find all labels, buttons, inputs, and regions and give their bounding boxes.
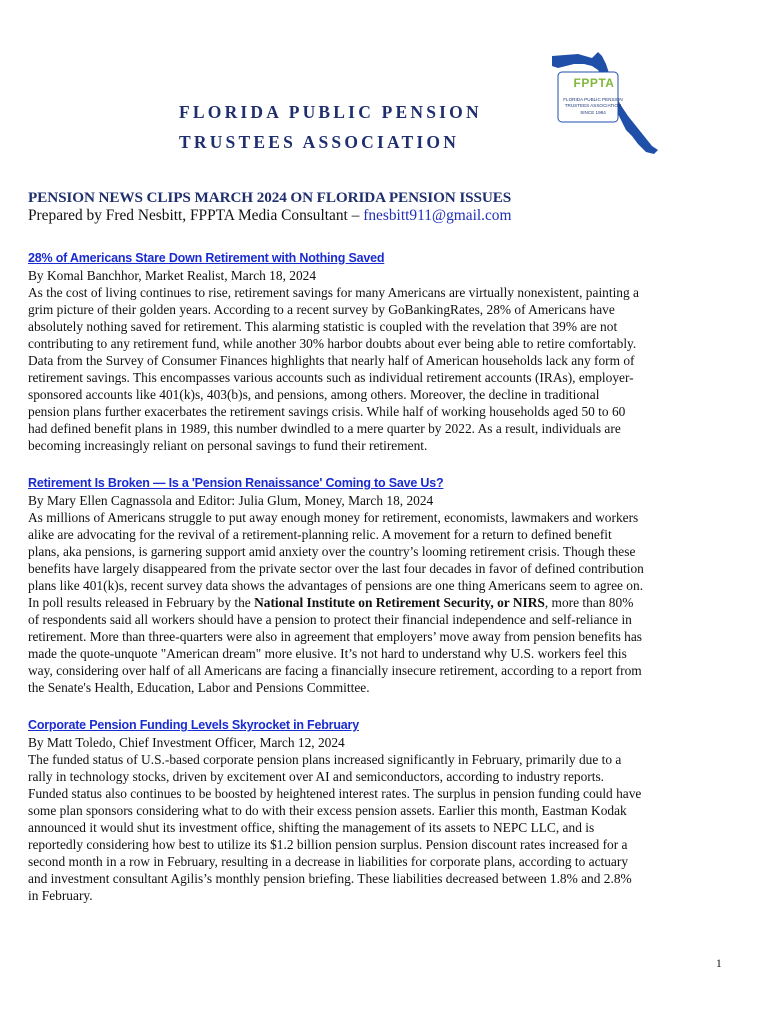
body-line: alike are advocating for the revival of a retirement-planning relic. A movement for a return to defined benefit xyxy=(28,527,612,542)
article-title-link[interactable]: Retirement Is Broken — Is a 'Pension Renaissance' Coming to Save Us? xyxy=(28,476,444,490)
email-link[interactable]: fnesbitt911@gmail.com xyxy=(363,207,512,224)
body-line: absolutely nothing saved for retirement. This alarming statistic is coupled with the revelation that 39% are not xyxy=(28,319,618,334)
prepared-by xyxy=(28,207,511,225)
logo-caption-line3: SINCE 1984 xyxy=(580,109,606,115)
article-byline: By Komal Banchhor, Market Realist, March 18, 2024 xyxy=(28,268,317,283)
body-line: becoming increasingly reliant on personal savings to fund their retirement. xyxy=(28,438,428,453)
article-title-link[interactable]: 28% of Americans Stare Down Retirement with Nothing Saved xyxy=(28,251,385,265)
article-3 xyxy=(28,716,728,904)
body-line: and investment consultant Agilis’s monthly pension briefing. These liabilities decreased between 1.8% and 2.8% xyxy=(28,871,632,886)
org-name-line2: TRUSTEES ASSOCIATION xyxy=(179,132,460,152)
body-line: rally in technology stocks, driven by excitement over AI and semiconductors, according to industry reports. xyxy=(28,769,605,784)
body-line: retirement. More than three-quarters were also in agreement that employers’ move away from pension benefits has xyxy=(28,629,643,644)
logo-caption xyxy=(560,97,626,116)
body-line: plans, aka pensions, is garnering support amid anxiety over the country’s looming retirement crisis. Though these xyxy=(28,544,636,559)
body-line: benefits have largely disappeared from the private sector over the last four decades in favor of defined contribution xyxy=(28,561,644,576)
document-heading: PENSION NEWS CLIPS MARCH 2024 ON FLORIDA PENSION ISSUES xyxy=(28,189,512,206)
body-line: As the cost of living continues to rise, retirement savings for many Americans are virtually nonexistent, painting a xyxy=(28,285,639,300)
org-name-line1: FLORIDA PUBLIC PENSION xyxy=(179,102,482,122)
page-number: 1 xyxy=(716,958,722,970)
body-line: pension plans further exacerbates the retirement savings crisis. While half of working households aged 50 to 60 xyxy=(28,404,626,419)
prepared-by-text: Prepared by Fred Nesbitt, FPPTA Media Consultant – xyxy=(28,207,364,224)
org-name xyxy=(179,97,482,157)
body-line: grim picture of their golden years. According to a recent survey by GoBankingRates, 28% of Americans have xyxy=(28,302,615,317)
logo-caption-line2: TRUSTEES ASSOCIATION xyxy=(564,103,622,109)
article-body xyxy=(28,751,728,904)
body-line: in February. xyxy=(28,888,93,903)
body-line: had defined benefit plans in 1989, this number dwindled to a mere quarter by 2022. As a result, individuals are xyxy=(28,421,621,436)
body-line: retirement savings. This encompasses various accounts such as individual retirement accounts (IRAs), employer- xyxy=(28,370,634,385)
article-1 xyxy=(28,249,728,454)
body-line: of respondents said all workers should have a pension to protect their financial independence and self-reliance in xyxy=(28,612,632,627)
body-line: second month in a row in February, resulting in a decrease in liabilities for corporate plans, according to actuary xyxy=(28,854,629,869)
body-line: Data from the Survey of Consumer Finances highlights that nearly half of American households lack any form of xyxy=(28,353,635,368)
body-line: Funded status also continues to be boosted by heightened interest rates. The surplus in pension funding could have xyxy=(28,786,642,801)
logo-caption-line1: FLORIDA PUBLIC PENSION xyxy=(563,97,623,102)
body-line: some plan sponsors considering what to do with their excess pension assets. Earlier this month, Eastman Kodak xyxy=(28,803,627,818)
article-title-link[interactable]: Corporate Pension Funding Levels Skyrocket in February xyxy=(28,718,359,732)
body-line: reportedly considering how best to utilize its $1.2 billion pension surplus. Pension discount rates increased for a xyxy=(28,837,628,852)
body-line: As millions of Americans struggle to put away enough money for retirement, economists, lawmakers and workers xyxy=(28,510,639,525)
article-body xyxy=(28,509,728,696)
body-line: way, considering over half of all Americans are facing a financially insecure retirement, according to a report from xyxy=(28,663,642,678)
body-line-start: In poll results released in February by the xyxy=(28,595,255,610)
nirs-bold-phrase: National Institute on Retirement Security, or NIRS xyxy=(254,595,545,610)
body-line xyxy=(28,594,728,611)
body-line: contributing to any retirement fund, while another 30% harbor doubts about ever being able to retire comfortably. xyxy=(28,336,637,351)
body-line-end: , more than 80% xyxy=(544,595,634,610)
article-byline: By Mary Ellen Cagnassola and Editor: Julia Glum, Money, March 18, 2024 xyxy=(28,493,434,508)
body-line: sponsored accounts like 401(k)s, 403(b)s, and pensions, among others. Moreover, the decline in traditional xyxy=(28,387,600,402)
article-byline: By Matt Toledo, Chief Investment Officer, March 12, 2024 xyxy=(28,735,345,750)
body-line: made the quote-unquote "American dream" more elusive. It’s not hard to understand why U.S. workers feel this xyxy=(28,646,627,661)
body-line: the Senate's Health, Education, Labor and Pensions Committee. xyxy=(28,680,370,695)
article-2 xyxy=(28,474,728,696)
body-line: The funded status of U.S.-based corporate pension plans increased significantly in February, primarily due to a xyxy=(28,752,622,767)
article-body xyxy=(28,284,728,454)
body-line: announced it would shut its investment office, shifting the management of its assets to NEPC LLC, and is xyxy=(28,820,595,835)
body-line: plans like 401(k)s, recent survey data shows the advantages of pensions are one thing Americans seem to agree on. xyxy=(28,578,644,593)
logo-acronym: FPPTA xyxy=(573,76,615,90)
